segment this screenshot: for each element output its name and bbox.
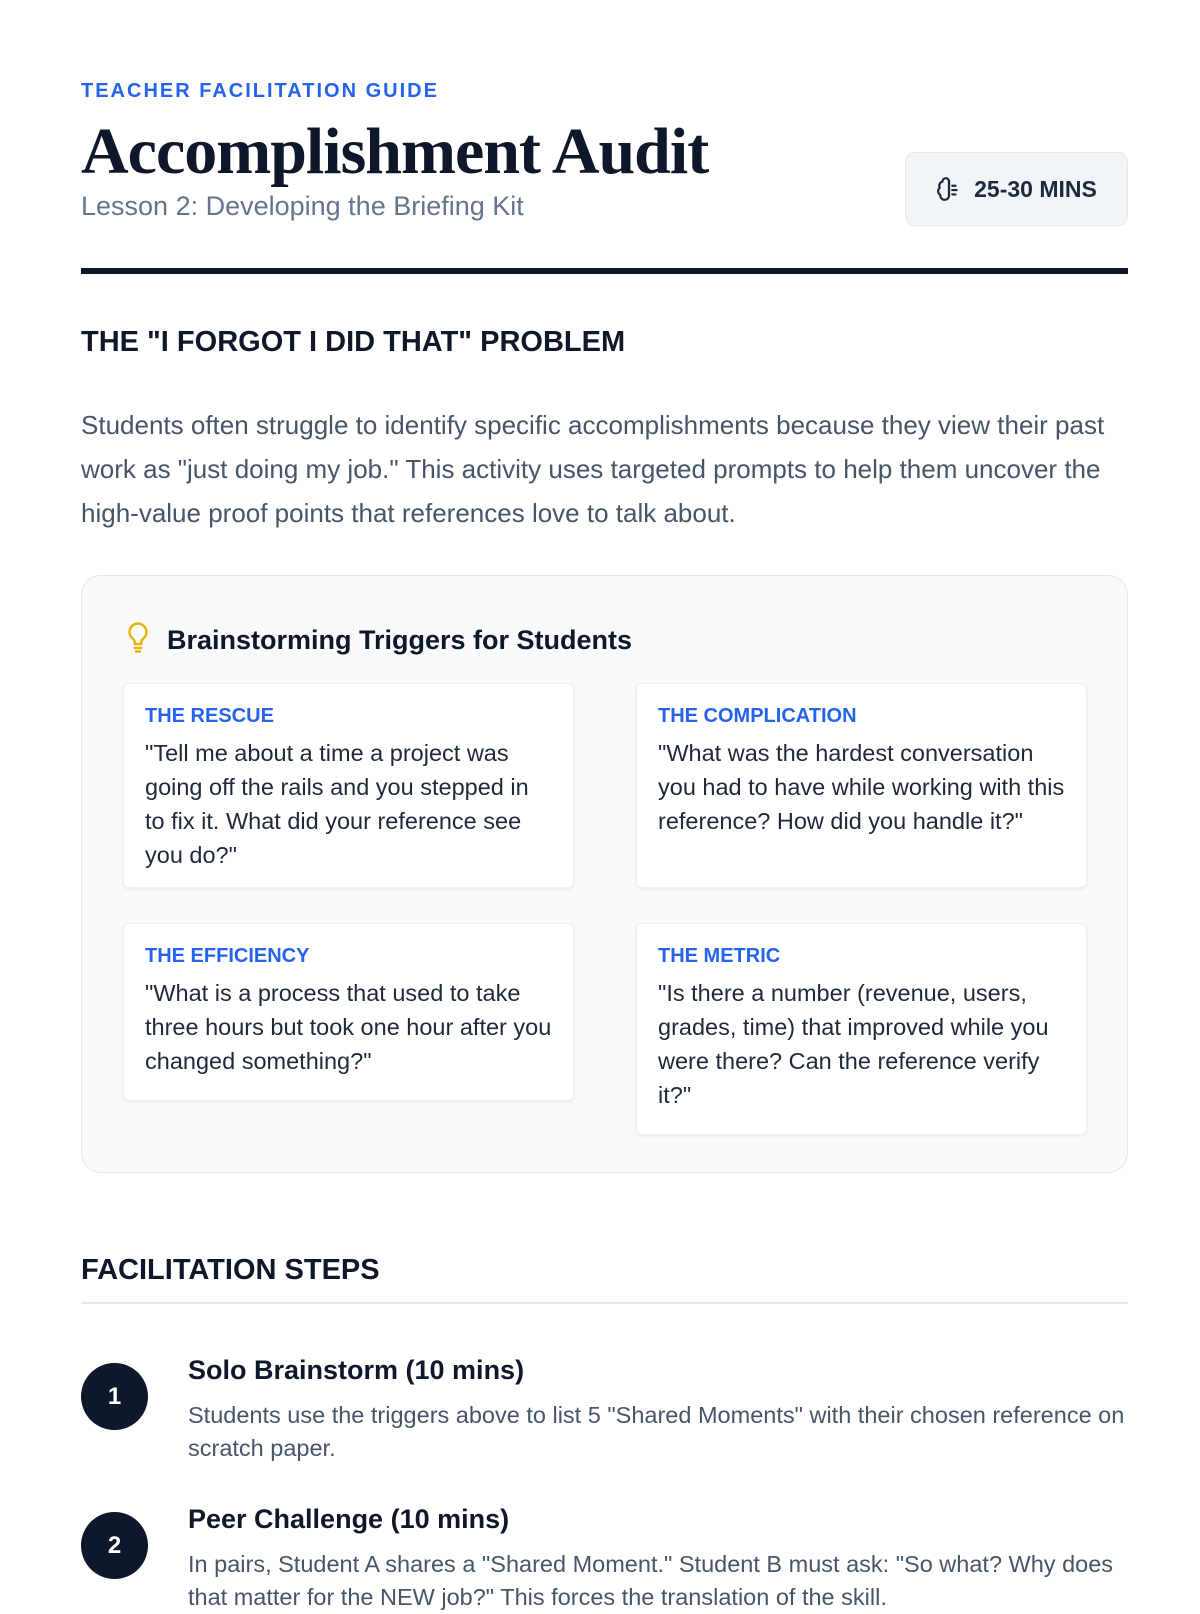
step-title: Solo Brainstorm (10 mins) (188, 1355, 525, 1385)
trigger-label: THE METRIC (658, 945, 781, 967)
lightbulb-icon (125, 621, 151, 660)
trigger-card-metric (636, 923, 1087, 1135)
trigger-prompt: "Is there a number (revenue, users, grades, time) that improved while you were there? Can the reference verify it?" (658, 980, 1049, 1108)
page-subtitle: Lesson 2: Developing the Briefing Kit (81, 191, 524, 221)
trigger-prompt: "What is a process that used to take three hours but took one hour after you changed something?" (145, 980, 552, 1074)
eyebrow-label: TEACHER FACILITATION GUIDE (81, 80, 439, 102)
steps-divider (81, 1302, 1128, 1304)
trigger-prompt: "What was the hardest conversation you had to have while working with this reference? How did you handle it?" (658, 740, 1065, 834)
trigger-card-efficiency (123, 923, 574, 1101)
steps-heading: FACILITATION STEPS (81, 1254, 380, 1286)
step-number-badge: 1 (81, 1363, 148, 1430)
header-divider (81, 268, 1128, 274)
step-number-badge: 2 (81, 1512, 148, 1579)
problem-heading: THE "I FORGOT I DID THAT" PROBLEM (81, 326, 626, 358)
brain-icon (936, 176, 962, 202)
triggers-panel-header (125, 621, 632, 660)
triggers-panel-title: Brainstorming Triggers for Students (167, 625, 633, 655)
duration-badge (905, 152, 1128, 226)
problem-description: Students often struggle to identify specific accomplishments because they view their past work as "just doing my job." This activity uses targeted prompts to help them uncover the high-value proof points that references love to talk about. (81, 410, 1105, 528)
trigger-prompt: "Tell me about a time a project was going off the rails and you stepped in to fix it. What did your reference see you do?" (145, 740, 529, 868)
trigger-label: THE RESCUE (145, 705, 274, 727)
trigger-card-rescue (123, 683, 574, 888)
trigger-label: THE EFFICIENCY (145, 945, 310, 967)
step-description: Students use the triggers above to list 5 "Shared Moments" with their chosen reference on scratch paper. (188, 1402, 1125, 1461)
brainstorming-triggers-panel (81, 575, 1128, 1173)
step-title: Peer Challenge (10 mins) (188, 1504, 510, 1534)
trigger-label: THE COMPLICATION (658, 705, 857, 727)
page-title: Accomplishment Audit (81, 115, 709, 188)
trigger-card-complication (636, 683, 1087, 888)
duration-text: 25-30 MINS (974, 175, 1097, 202)
step-description: In pairs, Student A shares a "Shared Moment." Student B must ask: "So what? Why does that matter for the NEW job?" This forces the translation of the skill. (188, 1551, 1114, 1610)
